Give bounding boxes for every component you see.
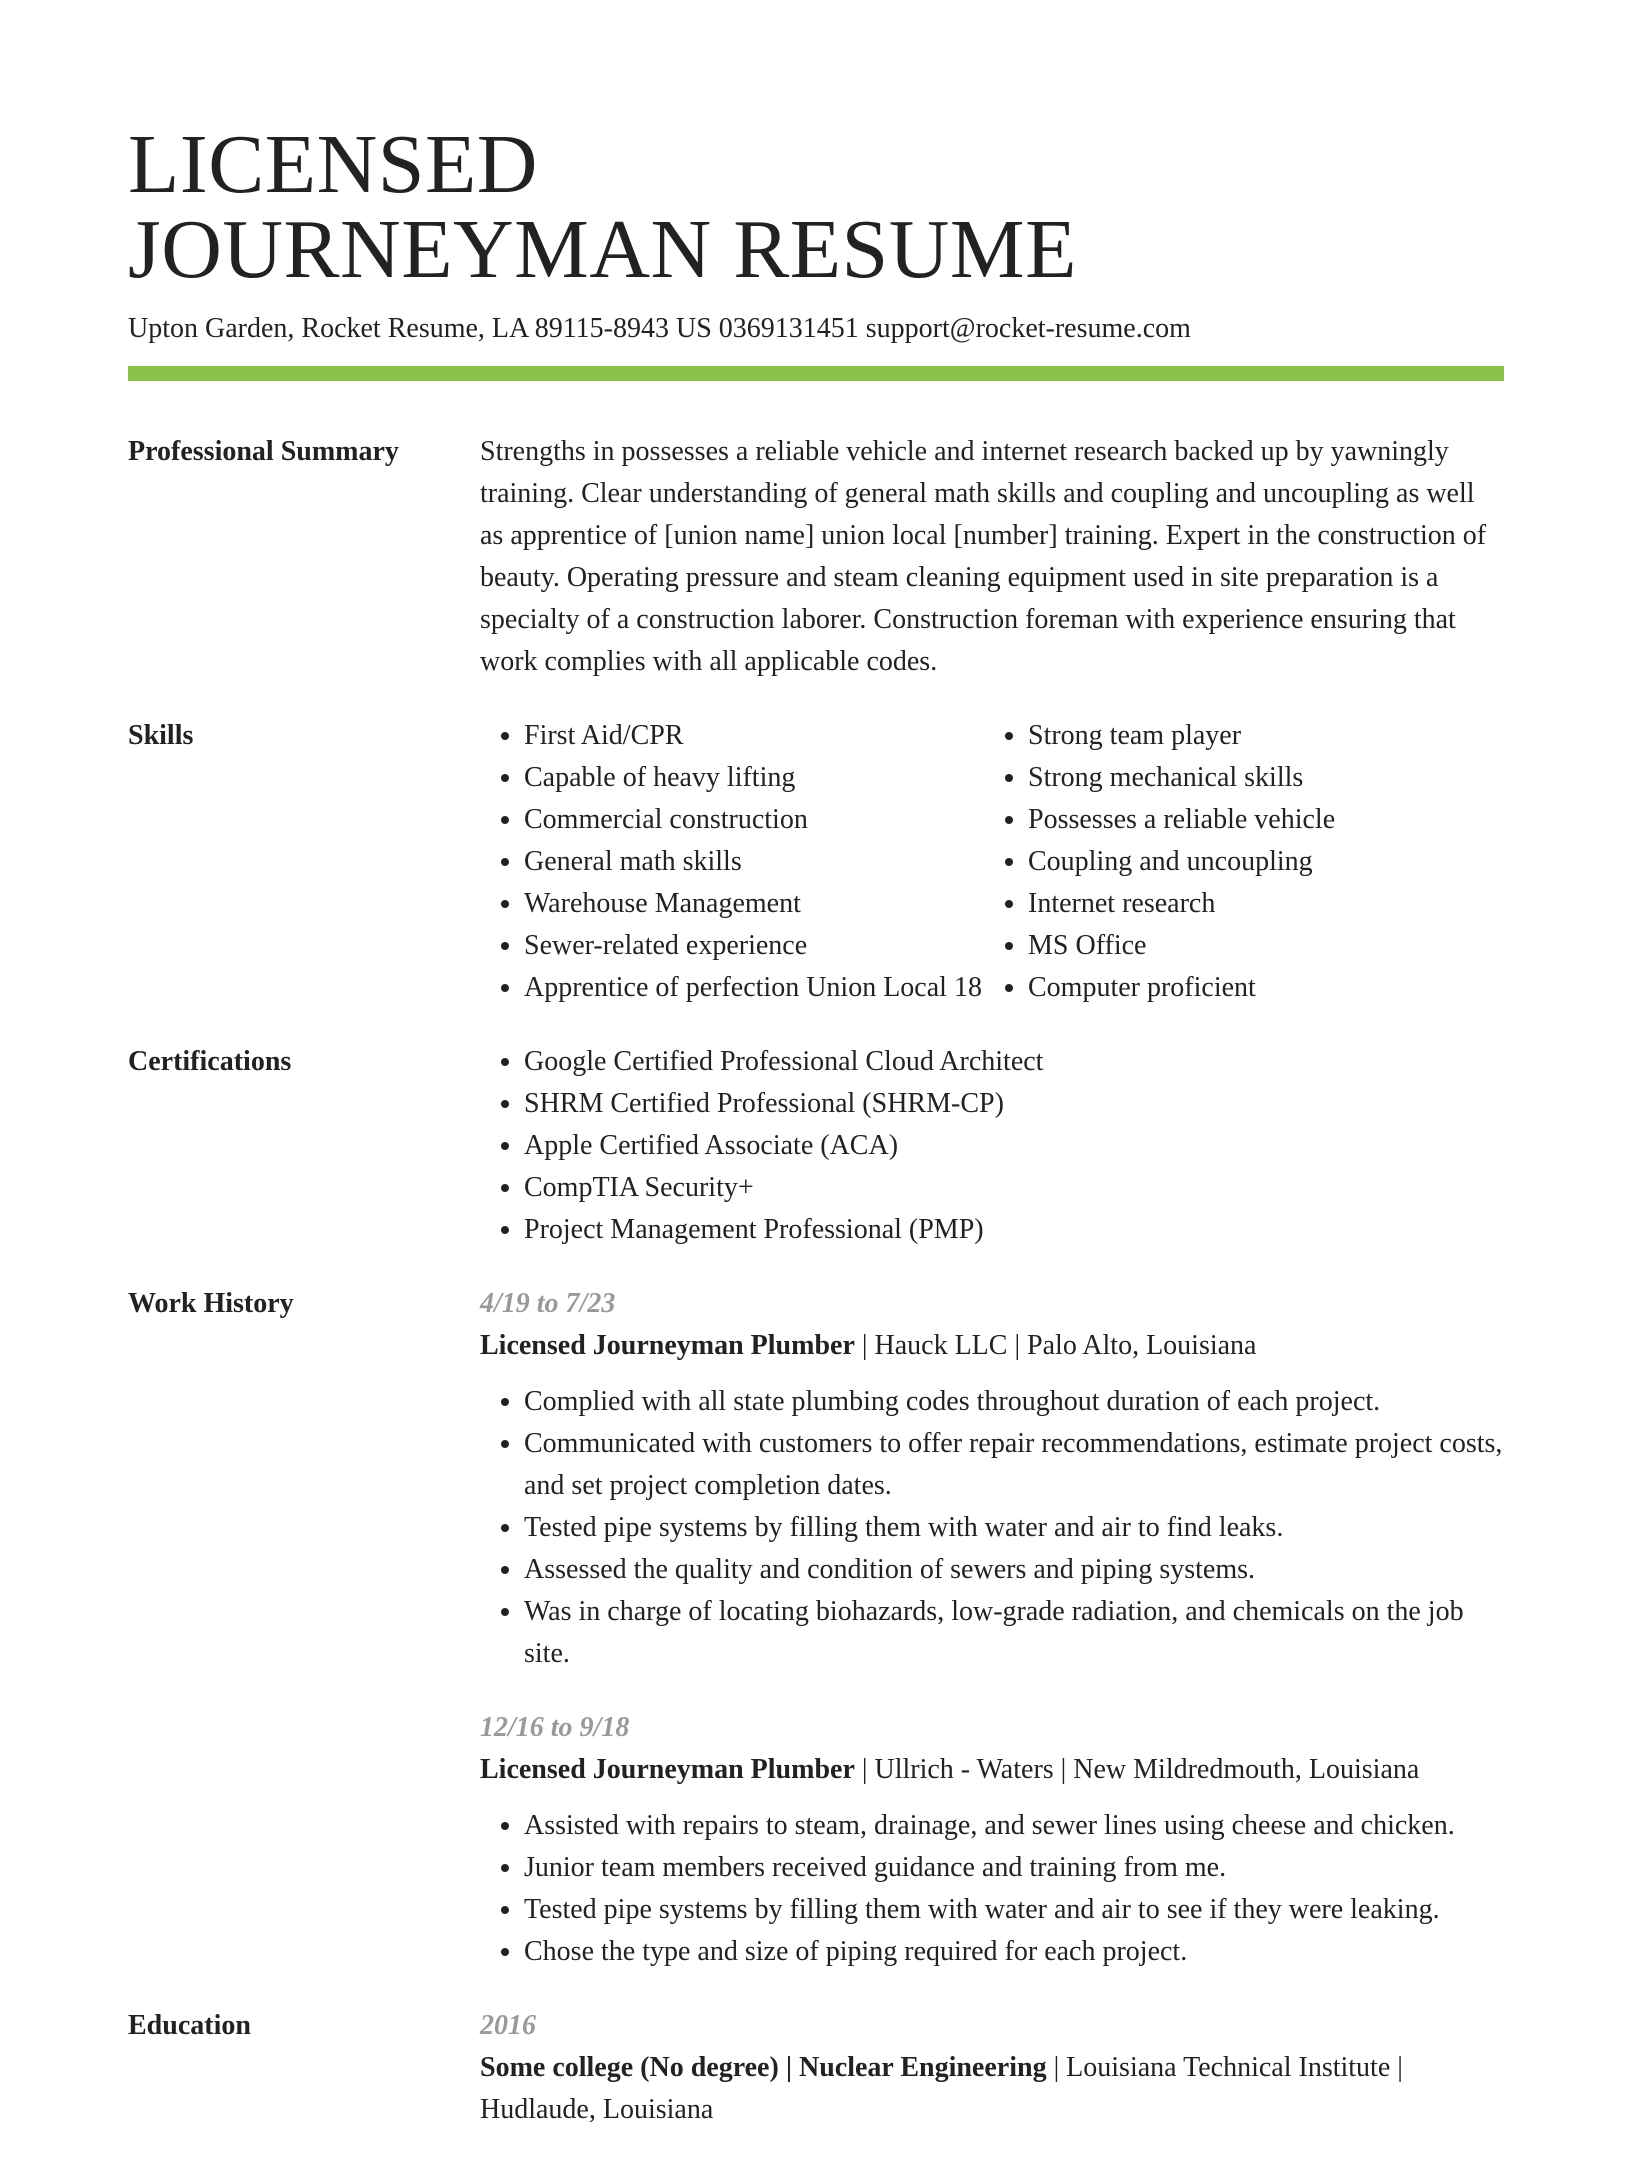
skill-item: • MS Office bbox=[1028, 925, 1504, 967]
contact-email: support@rocket-resume.com bbox=[865, 313, 1191, 344]
job-dates: 12/16 to 9/18 bbox=[480, 1712, 630, 1743]
skills-body bbox=[480, 715, 1504, 1009]
job-title-line bbox=[480, 1325, 1504, 1367]
job-title-line bbox=[480, 1749, 1504, 1791]
skill-item: • Commercial construction bbox=[524, 799, 984, 841]
resume-title-line2: JOURNEYMAN RESUME bbox=[128, 203, 1077, 296]
skill-item: • Possesses a reliable vehicle bbox=[1028, 799, 1504, 841]
education-body bbox=[480, 2005, 1504, 2131]
section-label: Skills bbox=[128, 720, 194, 751]
job-company-location: | Hauck LLC | Palo Alto, Louisiana bbox=[854, 1330, 1257, 1361]
job-dates: 4/19 to 7/23 bbox=[480, 1288, 616, 1319]
education-year: 2016 bbox=[480, 2010, 536, 2041]
section-education bbox=[128, 2005, 1504, 2131]
skill-item: • Strong team player bbox=[1028, 715, 1504, 757]
skill-item: • General math skills bbox=[524, 841, 984, 883]
job-entry bbox=[480, 1283, 1504, 1675]
resume-title bbox=[128, 118, 1504, 296]
certification-item: • Apple Certified Associate (ACA) bbox=[524, 1125, 1504, 1167]
job-duty: • Complied with all state plumbing codes throughout duration of each project. bbox=[524, 1381, 1504, 1423]
job-duty: • Chose the type and size of piping required for each project. bbox=[524, 1931, 1504, 1973]
job-entry bbox=[480, 1707, 1504, 1973]
job-duty: • Junior team members received guidance and training from me. bbox=[524, 1847, 1504, 1889]
resume-title-line1: LICENSED bbox=[128, 118, 538, 211]
skill-item: • Computer proficient bbox=[1028, 967, 1504, 1009]
skill-item: • Coupling and uncoupling bbox=[1028, 841, 1504, 883]
contact-phone: 0369131451 bbox=[718, 313, 859, 344]
job-title: Licensed Journeyman Plumber bbox=[480, 1330, 855, 1361]
section-work-history bbox=[128, 1283, 1504, 1973]
job-duty: • Tested pipe systems by filling them with water and air to find leaks. bbox=[524, 1507, 1504, 1549]
skill-item: • Apprentice of perfection Union Local 18 bbox=[524, 967, 984, 1009]
resume-sections bbox=[128, 431, 1504, 2131]
job-title: Licensed Journeyman Plumber bbox=[480, 1754, 855, 1785]
skill-item: • Warehouse Management bbox=[524, 883, 984, 925]
education-school-location: | Louisiana Technical Institute | Hudlaude, Louisiana bbox=[480, 2052, 1403, 2125]
section-label: Work History bbox=[128, 1288, 294, 1319]
certification-item: • CompTIA Security+ bbox=[524, 1167, 1504, 1209]
job-duty: • Assisted with repairs to steam, drainage, and sewer lines using cheese and chicken. bbox=[524, 1805, 1504, 1847]
contact-address: Upton Garden, Rocket Resume, LA 89115-8943 US bbox=[128, 313, 712, 344]
job-duty: • Assessed the quality and condition of sewers and piping systems. bbox=[524, 1549, 1504, 1591]
certifications-body bbox=[480, 1041, 1504, 1251]
certification-item: • Google Certified Professional Cloud Architect bbox=[524, 1041, 1504, 1083]
section-professional-summary bbox=[128, 431, 1504, 683]
contact-line bbox=[128, 312, 1504, 346]
education-degree: Some college (No degree) | Nuclear Engineering bbox=[480, 2052, 1047, 2083]
section-label: Professional Summary bbox=[128, 436, 399, 467]
skill-item: • Capable of heavy lifting bbox=[524, 757, 984, 799]
section-label: Education bbox=[128, 2010, 251, 2041]
section-skills bbox=[128, 715, 1504, 1009]
skills-list-left bbox=[480, 715, 984, 1009]
job-duty: • Tested pipe systems by filling them with water and air to see if they were leaking. bbox=[524, 1889, 1504, 1931]
job-duty: • Communicated with customers to offer repair recommendations, estimate project costs, and set project completion dates. bbox=[524, 1423, 1504, 1507]
skill-item: • Sewer-related experience bbox=[524, 925, 984, 967]
certification-item: • Project Management Professional (PMP) bbox=[524, 1209, 1504, 1251]
skill-item: • First Aid/CPR bbox=[524, 715, 984, 757]
header-divider bbox=[128, 366, 1504, 381]
certifications-list bbox=[480, 1041, 1504, 1251]
summary-text: Strengths in possesses a reliable vehicle and internet research backed up by yawningly training. Clear understanding of general math skills and coupling and uncoupling as well as apprentice of [union name] union local [number] training. Expert in the construction of beauty. Operating pressure and steam cleaning equipment used in site preparation is a specialty of a construction laborer. Construction foreman with experience ensuring that work complies with all applicable codes. bbox=[480, 436, 1487, 677]
skill-item: • Strong mechanical skills bbox=[1028, 757, 1504, 799]
section-label: Certifications bbox=[128, 1046, 292, 1077]
job-duties-list bbox=[480, 1381, 1504, 1675]
skills-list-right bbox=[984, 715, 1504, 1009]
job-duties-list bbox=[480, 1805, 1504, 1973]
education-line bbox=[480, 2047, 1504, 2131]
resume-page bbox=[128, 118, 1504, 2163]
job-company-location: | Ullrich - Waters | New Mildredmouth, Louisiana bbox=[854, 1754, 1420, 1785]
job-duty: • Was in charge of locating biohazards, low-grade radiation, and chemicals on the job site. bbox=[524, 1591, 1504, 1675]
work-history-body bbox=[480, 1283, 1504, 1973]
certification-item: • SHRM Certified Professional (SHRM-CP) bbox=[524, 1083, 1504, 1125]
summary-body bbox=[480, 431, 1504, 683]
skill-item: • Internet research bbox=[1028, 883, 1504, 925]
section-certifications bbox=[128, 1041, 1504, 1251]
